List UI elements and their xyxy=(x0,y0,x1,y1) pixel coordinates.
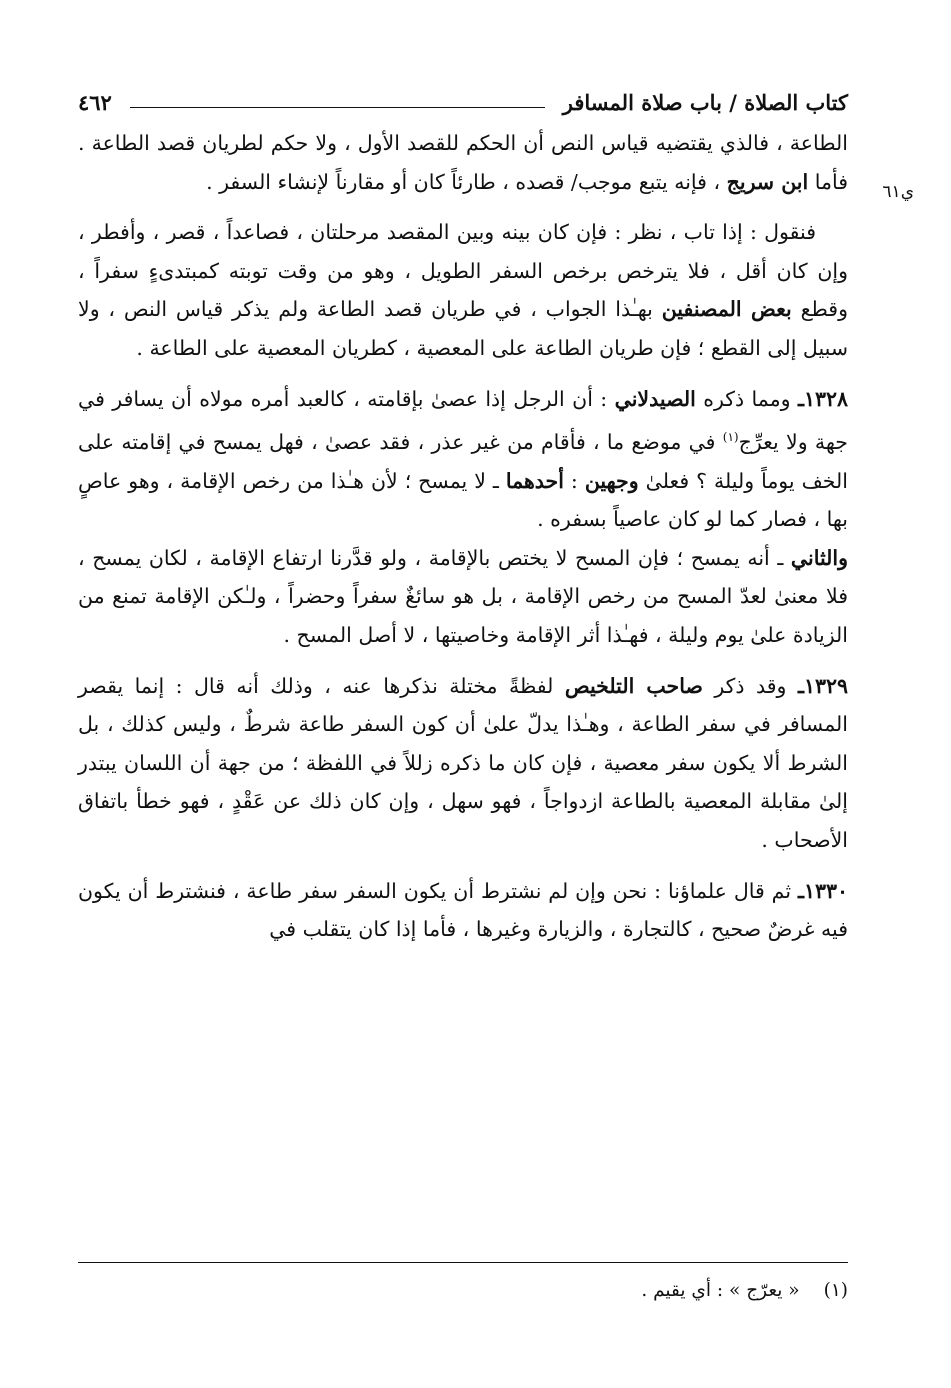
page-number: ٤٦٢ xyxy=(78,89,112,115)
bold-term: بعض المصنفين xyxy=(661,297,792,322)
margin-note: ي٦١ xyxy=(882,182,914,202)
header-title: كتاب الصلاة / باب صلاة المسافر xyxy=(562,89,848,115)
footnote xyxy=(641,1280,848,1301)
bold-term: وجهين xyxy=(584,468,639,493)
text-segment: لفظةً مختلة نذكرها عنه ، وذلك أنه قال : إنما يقصر المسافر في سفر الطاعة ، وهـٰذا يدلّ علىٰ أن كون السفر طاعة شرطٌ ، وليس كذلك ، بل الشرط ألا يكون سفر معصية ، فإن كان ما ذكره زللاً في اللفظة ؛ من جهة أن اللسان يبتدر إلىٰ مقابلة المعصية بالطاعة ازدواجاً ، فهو سهل ، وإن كان ذلك عن عَقْدٍ ، فهو خطأ باتفاق الأصحاب . xyxy=(78,673,848,852)
paragraph-p6 xyxy=(78,872,848,949)
text-segment: ـ لا يمسح ؛ لأن هـٰذا من رخص الإقامة ، وهو عاصٍ بها ، فصار كما لو كان عاصياً بسفره . xyxy=(78,468,848,532)
bold-term: ١٣٢٨ـ xyxy=(797,386,849,411)
bold-term: ١٣٣٠ـ xyxy=(797,878,848,903)
paragraph-p1 xyxy=(78,124,848,201)
footnote-ref: (١) xyxy=(722,430,739,445)
bold-term: الصيدلاني xyxy=(614,386,696,411)
text-segment: ومما ذكره xyxy=(695,386,798,411)
bold-term: والثاني xyxy=(790,545,848,570)
bold-term: ابن سريج xyxy=(726,169,809,194)
bold-term: ١٣٢٩ـ xyxy=(797,673,848,698)
bold-term: صاحب التلخيص xyxy=(564,673,703,698)
text-segment: في موضع ما ، فأقام من غير عذر ، فقد عصىٰ ، فهل يمسح في إقامته على الخف يوماً وليلة ؟ فعلىٰ xyxy=(78,429,848,493)
text-segment: الطاعة ، فالذي يقتضيه قياس النص أن الحكم للقصد الأول ، ولا حكم لطريان قصد الطاعة . فأما xyxy=(78,131,848,194)
footnote-number: (١) xyxy=(823,1280,848,1301)
text-segment: ، فإنه يتبع موجب/ قصده ، طارئاً كان أو مقارناً لإنشاء السفر . xyxy=(206,169,727,194)
paragraph-p4 xyxy=(78,539,848,655)
text-segment: ـ أنه يمسح ؛ فإن المسح لا يختص بالإقامة ، ولو قدَّرنا ارتفاع الإقامة ، لكان يمسح ، فلا معنىٰ لعدّ المسح من رخص الإقامة ، بل هو سائغٌ سفراً وحضراً ، ولـٰكن الإقامة تمنع من الزيادة علىٰ يوم وليلة ، فهـٰذا أثر الإقامة وخاصيتها ، لا أصل المسح . xyxy=(78,545,848,647)
footnote-text: « يعرّج » : أي يقيم . xyxy=(641,1280,800,1301)
running-header xyxy=(78,84,848,120)
text-segment: فنقول : إذا تاب ، نظر : فإن كان بينه وبين المقصد مرحلتان ، فصاعداً ، قصر ، وأفطر ، وإن كان أقل ، فلا يترخص برخص السفر الطويل ، وهو من وقت توبته كمبتدىءٍ سفراً ، وقطع xyxy=(78,220,848,322)
text-segment: بهـٰذا الجواب ، في طريان قصد الطاعة ولم يذكر قياس النص ، ولا سبيل إلى القطع ؛ فإن طريان الطاعة على المعصية ، كطريان المعصية على الطاعة . xyxy=(78,297,848,360)
paragraph-p3 xyxy=(78,380,848,539)
body-text xyxy=(78,124,848,949)
text-segment: : أن الرجل إذا عصىٰ بإقامته ، كالعبد أمره مولاه أن يسافر في جهة ولا يعرِّج xyxy=(78,386,848,454)
text-segment: : xyxy=(563,468,585,493)
paragraph-p5 xyxy=(78,667,848,860)
document-page xyxy=(78,84,914,1374)
text-segment: وقد ذكر xyxy=(702,673,798,698)
bold-term: أحدهما xyxy=(505,468,564,493)
header-rule xyxy=(130,107,545,108)
text-segment: ثم قال علماؤنا : نحن وإن لم نشترط أن يكون السفر سفر طاعة ، فنشترط أن يكون فيه غرضٌ صحيح ، كالتجارة ، والزيارة وغيرها ، فأما إذا كان يتقلب في xyxy=(78,878,848,942)
paragraph-p2 xyxy=(78,213,848,367)
footnote-rule xyxy=(78,1262,848,1263)
